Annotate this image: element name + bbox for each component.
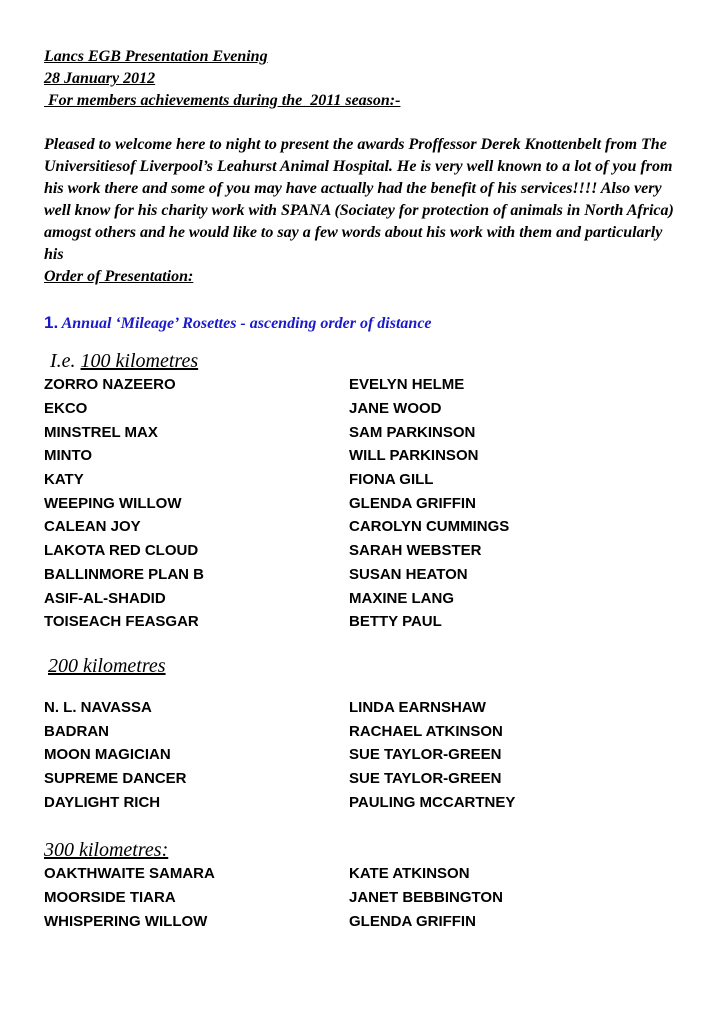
rider-name: JANE WOOD (349, 400, 442, 418)
document-page (44, 46, 684, 933)
table-row (44, 397, 684, 421)
table-row (44, 563, 684, 587)
rider-name: MAXINE LANG (349, 589, 454, 607)
distance-label: 100 kilometres (80, 350, 199, 372)
order-heading: Order of Presentation: (44, 268, 194, 285)
rider-name: SUE TAYLOR-GREEN (349, 746, 502, 764)
rider-name: FIONA GILL (349, 471, 434, 489)
table-row (44, 909, 684, 933)
horse-name: MOON MAGICIAN (44, 746, 171, 764)
table-row (44, 743, 684, 767)
distance-heading-100 (44, 349, 684, 373)
horse-name: MOORSIDE TIARA (44, 889, 176, 907)
table-row (44, 420, 684, 444)
table-row (44, 696, 684, 720)
distance-label: 200 kilometres (48, 654, 166, 677)
horse-name: N. L. NAVASSA (44, 698, 152, 716)
horse-name: SUPREME DANCER (44, 769, 187, 787)
table-row (44, 719, 684, 743)
section-title: Annual ‘Mileage’ Rosettes - ascending order of distance (61, 315, 432, 332)
table-row (44, 790, 684, 814)
table-row (44, 610, 684, 634)
table-row (44, 539, 684, 563)
horse-name: TOISEACH FEASGAR (44, 613, 199, 631)
rider-name: SAM PARKINSON (349, 423, 476, 441)
event-title: Lancs EGB Presentation Evening (44, 48, 268, 65)
table-row (44, 886, 684, 910)
rider-name: PAULING MCCARTNEY (349, 793, 516, 811)
event-date: 28 January 2012 (44, 70, 156, 87)
award-list-100 (44, 373, 684, 634)
intro-paragraph: Pleased to welcome here to night to present the awards Proffessor Derek Knottenbelt from The Universitiesof Liverpool’s Leahurst Animal Hospital. He is very well known to a lot of you from his work there and some of you may have actually had the benefit of his services!!!! Also very well know for his charity work with SPANA (Sociatey for protection of animals in North Africa) amogst others and he would like to say a few words about his work with them and particularly his (44, 136, 674, 263)
rider-name: LINDA EARNSHAW (349, 698, 486, 716)
horse-name: ZORRO NAZEERO (44, 376, 176, 394)
section-heading (44, 312, 684, 335)
rider-name: BETTY PAUL (349, 613, 442, 631)
distance-heading-300 (44, 838, 684, 862)
rider-name: SARAH WEBSTER (349, 542, 482, 560)
rider-name: EVELYN HELME (349, 376, 465, 394)
horse-name: WHISPERING WILLOW (44, 912, 208, 930)
rider-name: JANET BEBBINGTON (349, 889, 503, 907)
horse-name: DAYLIGHT RICH (44, 793, 161, 811)
table-row (44, 515, 684, 539)
table-row (44, 491, 684, 515)
rider-name: GLENDA GRIFFIN (349, 912, 476, 930)
horse-name: EKCO (44, 400, 88, 418)
horse-name: MINSTREL MAX (44, 423, 158, 441)
table-row (44, 586, 684, 610)
table-row (44, 862, 684, 886)
rider-name: GLENDA GRIFFIN (349, 494, 476, 512)
horse-name: OAKTHWAITE SAMARA (44, 865, 215, 883)
table-row (44, 767, 684, 791)
horse-name: WEEPING WILLOW (44, 494, 182, 512)
rider-name: RACHAEL ATKINSON (349, 722, 503, 740)
section-number: 1. (44, 313, 59, 332)
table-row (44, 444, 684, 468)
rider-name: CAROLYN CUMMINGS (349, 518, 510, 536)
horse-name: KATY (44, 471, 84, 489)
horse-name: BADRAN (44, 722, 109, 740)
table-row (44, 373, 684, 397)
rider-name: SUSAN HEATON (349, 565, 468, 583)
distance-heading-200 (44, 654, 684, 678)
rider-name: KATE ATKINSON (349, 865, 470, 883)
event-subtitle: For members achievements during the 2011 season:- (44, 92, 401, 109)
rider-name: WILL PARKINSON (349, 447, 479, 465)
distance-label: 300 kilometres: (44, 839, 169, 861)
horse-name: LAKOTA RED CLOUD (44, 542, 199, 560)
distance-prefix: I.e. (50, 350, 81, 372)
award-list-300 (44, 862, 684, 933)
horse-name: CALEAN JOY (44, 518, 141, 536)
horse-name: ASIF-AL-SHADID (44, 589, 166, 607)
rider-name: SUE TAYLOR-GREEN (349, 769, 502, 787)
horse-name: MINTO (44, 447, 93, 465)
horse-name: BALLINMORE PLAN B (44, 565, 204, 583)
award-list-200 (44, 696, 684, 814)
table-row (44, 468, 684, 492)
